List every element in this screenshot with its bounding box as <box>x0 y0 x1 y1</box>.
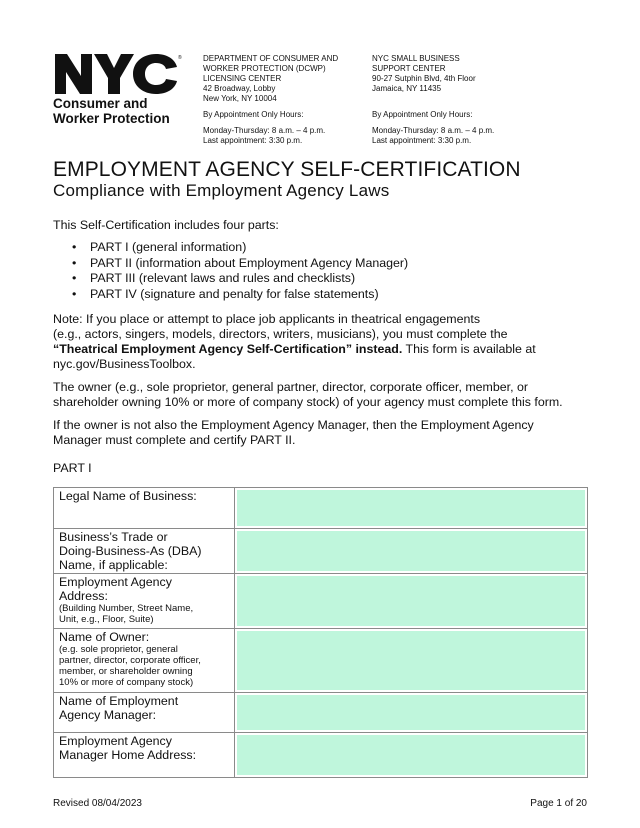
hours-last-appointment: Last appointment: 3:30 p.m. <box>372 136 472 145</box>
manager-home-address-label: Employment Agency Manager Home Address: <box>54 733 235 778</box>
page-title: EMPLOYMENT AGENCY SELF-CERTIFICATION <box>53 158 521 181</box>
theatrical-note: Note: If you place or attempt to place job applicants in theatrical engagements (e.g., actors, singers, models, directors, writers, musicians), you must complete the “Theatrical Employment Agency Self-Certification” instead. This form is available at nyc.gov/BusinessToolbox. <box>53 312 536 371</box>
hours-last-appointment: Last appointment: 3:30 p.m. <box>203 136 303 145</box>
manager-name-label: Name of Employment Agency Manager: <box>54 693 235 733</box>
list-item: • PART I (general information) <box>53 240 408 256</box>
dba-name-field[interactable] <box>237 531 585 571</box>
table-row <box>54 629 588 693</box>
table-row <box>54 693 588 733</box>
theatrical-form-name: “Theatrical Employment Agency Self-Certification” instead. <box>53 342 403 356</box>
office-address: NYC SMALL BUSINESS SUPPORT CENTER 90-27 Sutphin Blvd, 4th Floor Jamaica, NY 11435 <box>372 54 476 93</box>
manager-instruction: If the owner is not also the Employment Agency Manager, then the Employment Agency Manager must complete and certify PART II. <box>53 418 534 447</box>
page-subtitle: Compliance with Employment Agency Laws <box>53 181 390 200</box>
part-i-label: PART I <box>53 461 92 475</box>
owner-name-field[interactable] <box>237 631 585 690</box>
hours-label: By Appointment Only Hours: <box>203 110 304 119</box>
list-item: • PART III (relevant laws and rules and checklists) <box>53 271 408 287</box>
manager-name-field[interactable] <box>237 695 585 730</box>
agency-address-field[interactable] <box>237 576 585 626</box>
table-row <box>54 574 588 629</box>
hours-days: Monday-Thursday: 8 a.m. – 4 p.m. <box>372 126 495 135</box>
business-toolbox-link[interactable]: nyc.gov/BusinessToolbox. <box>53 357 196 371</box>
hours-label: By Appointment Only Hours: <box>372 110 473 119</box>
dba-name-label: Business’s Trade or Doing-Business-As (DBA) Name, if applicable: <box>54 529 235 574</box>
revision-date: Revised 08/04/2023 <box>53 798 142 809</box>
agency-address-label: Employment Agency Address: (Building Number, Street Name, Unit, e.g., Floor, Suite) <box>54 574 235 629</box>
office-dcwp-licensing-center <box>203 54 338 146</box>
part-i-form-table <box>53 487 588 778</box>
list-item: • PART IV (signature and penalty for false statements) <box>53 287 408 303</box>
table-row <box>54 733 588 778</box>
nyc-dcwp-logo <box>53 52 188 126</box>
table-row <box>54 529 588 574</box>
hours-days: Monday-Thursday: 8 a.m. – 4 p.m. <box>203 126 326 135</box>
office-address: DEPARTMENT OF CONSUMER AND WORKER PROTECTION (DCWP) LICENSING CENTER 42 Broadway, Lobby New York, NY 10004 <box>203 54 339 103</box>
manager-home-address-field[interactable] <box>237 735 585 775</box>
page-number: Page 1 of 20 <box>530 798 587 809</box>
legal-name-field[interactable] <box>237 490 585 526</box>
parts-list <box>53 240 408 302</box>
svg-text:®: ® <box>178 55 182 61</box>
owner-instruction: The owner (e.g., sole proprietor, general partner, director, corporate officer, member, or shareholder owning 10% or more of company stock) of your agency must complete this form. <box>53 380 563 409</box>
owner-name-label: Name of Owner: (e.g. sole proprietor, general partner, director, corporate officer, member, or shareholder owning 10% or more of company stock) <box>54 629 235 693</box>
list-item: • PART II (information about Employment Agency Manager) <box>53 256 408 272</box>
legal-name-label: Legal Name of Business: <box>54 488 235 529</box>
table-row <box>54 488 588 529</box>
org-name-line-2: Worker Protection <box>53 111 170 126</box>
office-sbs-support-center <box>372 54 494 146</box>
intro-text: This Self-Certification includes four parts: <box>53 218 279 232</box>
nyc-logo-icon <box>53 52 181 96</box>
org-name-line-1: Consumer and <box>53 96 148 111</box>
